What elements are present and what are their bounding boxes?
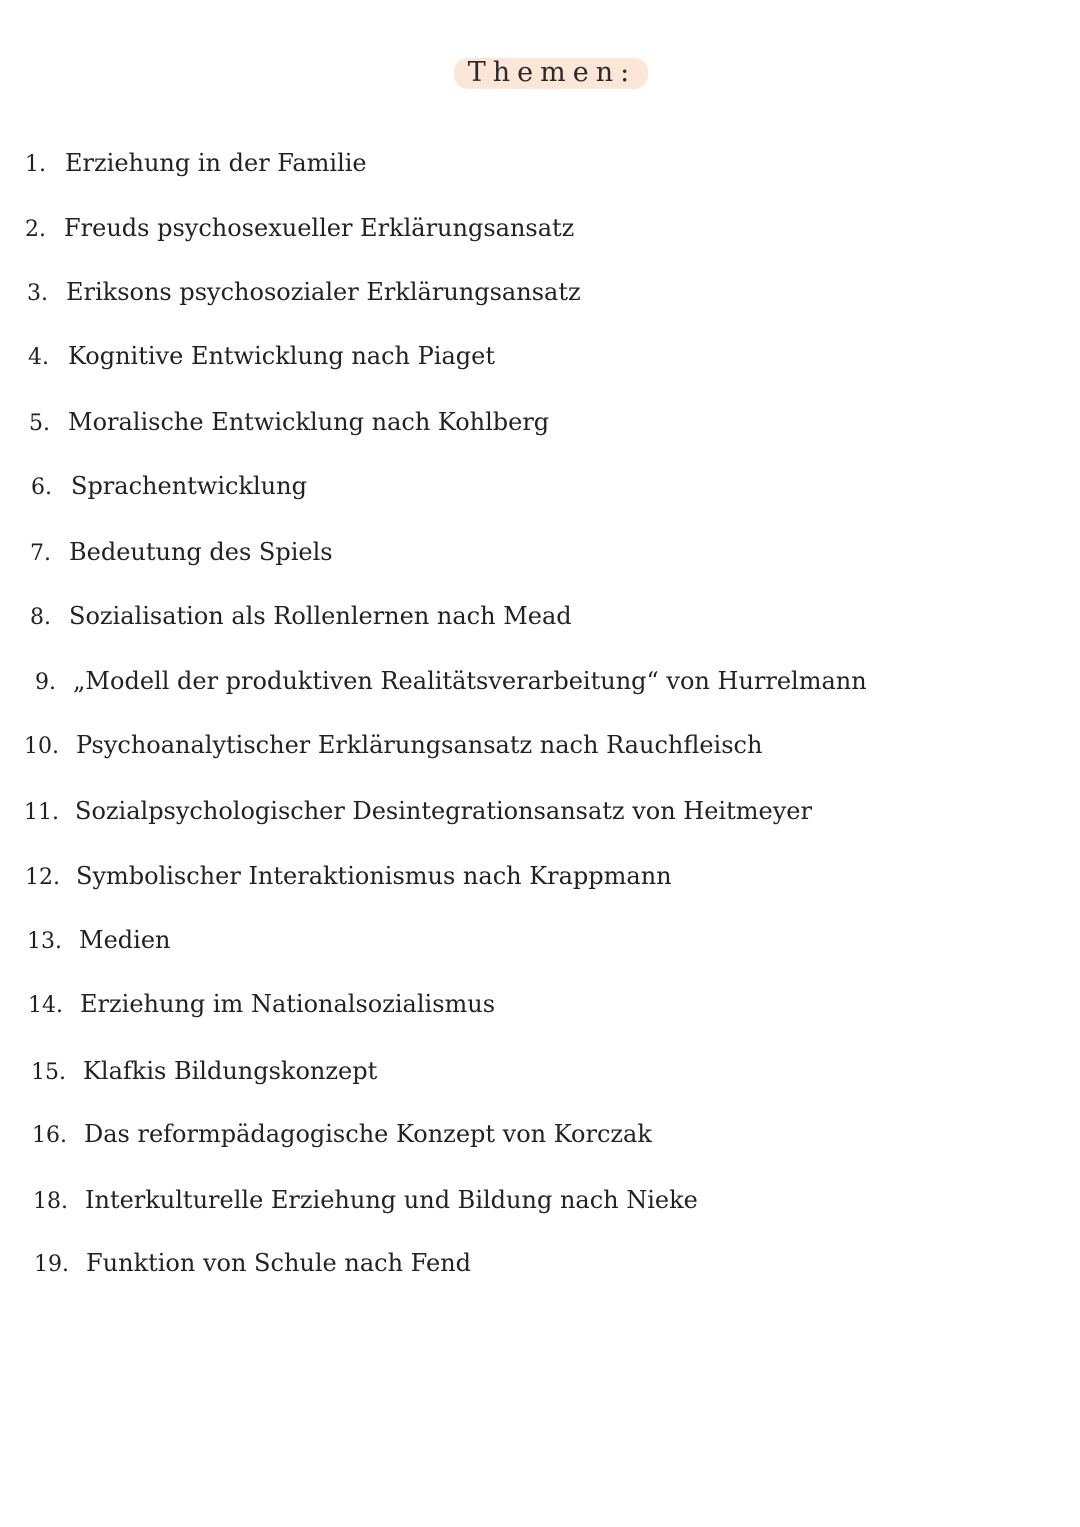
list-item (30, 537, 333, 569)
item-text: Erziehung im Nationalsozialismus (80, 990, 496, 1018)
list-item (34, 1248, 471, 1280)
item-number: 19. (34, 1252, 69, 1277)
item-number: 8. (30, 605, 51, 630)
item-number: 9. (35, 670, 56, 695)
list-item (28, 341, 495, 373)
list-item (30, 601, 572, 633)
item-number: 3. (27, 281, 48, 306)
item-text: Kognitive Entwicklung nach Piaget (68, 342, 495, 370)
title-container (0, 58, 1080, 89)
list-item (24, 730, 762, 762)
list-item (28, 989, 495, 1021)
item-number: 13. (27, 929, 62, 954)
item-text: Medien (79, 926, 171, 954)
list-item (31, 1056, 377, 1088)
item-text: Eriksons psychosozialer Erklärungsansatz (66, 278, 581, 306)
item-text: Moralische Entwicklung nach Kohlberg (68, 408, 550, 436)
item-text: Bedeutung des Spiels (69, 538, 333, 566)
item-number: 15. (31, 1060, 66, 1085)
list-item (33, 1185, 698, 1217)
list-item (25, 861, 672, 893)
item-text: Interkulturelle Erziehung und Bildung nach Nieke (85, 1186, 698, 1214)
item-text: Erziehung in der Familie (65, 149, 367, 177)
item-number: 16. (32, 1123, 67, 1148)
item-number: 14. (28, 993, 63, 1018)
item-text: Sozialpsychologischer Desintegrationsansatz von Heitmeyer (75, 797, 812, 825)
item-text: Freuds psychosexueller Erklärungsansatz (64, 214, 575, 242)
item-number: 7. (30, 541, 51, 566)
item-text: Sozialisation als Rollenlernen nach Mead (69, 602, 572, 630)
item-number: 4. (28, 345, 49, 370)
item-text: „Modell der produktiven Realitätsverarbeitung“ von Hurrelmann (73, 667, 867, 695)
page-title: Themen: (454, 58, 648, 89)
item-number: 2. (25, 217, 46, 242)
item-number: 12. (25, 865, 60, 890)
list-item (25, 148, 367, 180)
item-number: 6. (31, 475, 52, 500)
item-number: 1. (25, 152, 46, 177)
item-number: 18. (33, 1189, 68, 1214)
list-item (27, 925, 170, 957)
item-number: 10. (24, 734, 59, 759)
list-item (35, 666, 867, 698)
item-text: Das reformpädagogische Konzept von Korczak (84, 1120, 652, 1148)
list-item (24, 796, 812, 828)
item-text: Sprachentwicklung (71, 472, 307, 500)
item-text: Symbolischer Interaktionismus nach Krappmann (76, 862, 672, 890)
item-number: 5. (29, 411, 50, 436)
item-text: Klafkis Bildungskonzept (83, 1057, 378, 1085)
list-item (32, 1119, 652, 1151)
item-number: 11. (24, 800, 59, 825)
list-item (29, 407, 549, 439)
list-item (31, 471, 307, 503)
list-item (25, 213, 574, 245)
item-text: Funktion von Schule nach Fend (86, 1249, 472, 1277)
item-text: Psychoanalytischer Erklärungsansatz nach Rauchfleisch (76, 731, 763, 759)
list-item (27, 277, 581, 309)
